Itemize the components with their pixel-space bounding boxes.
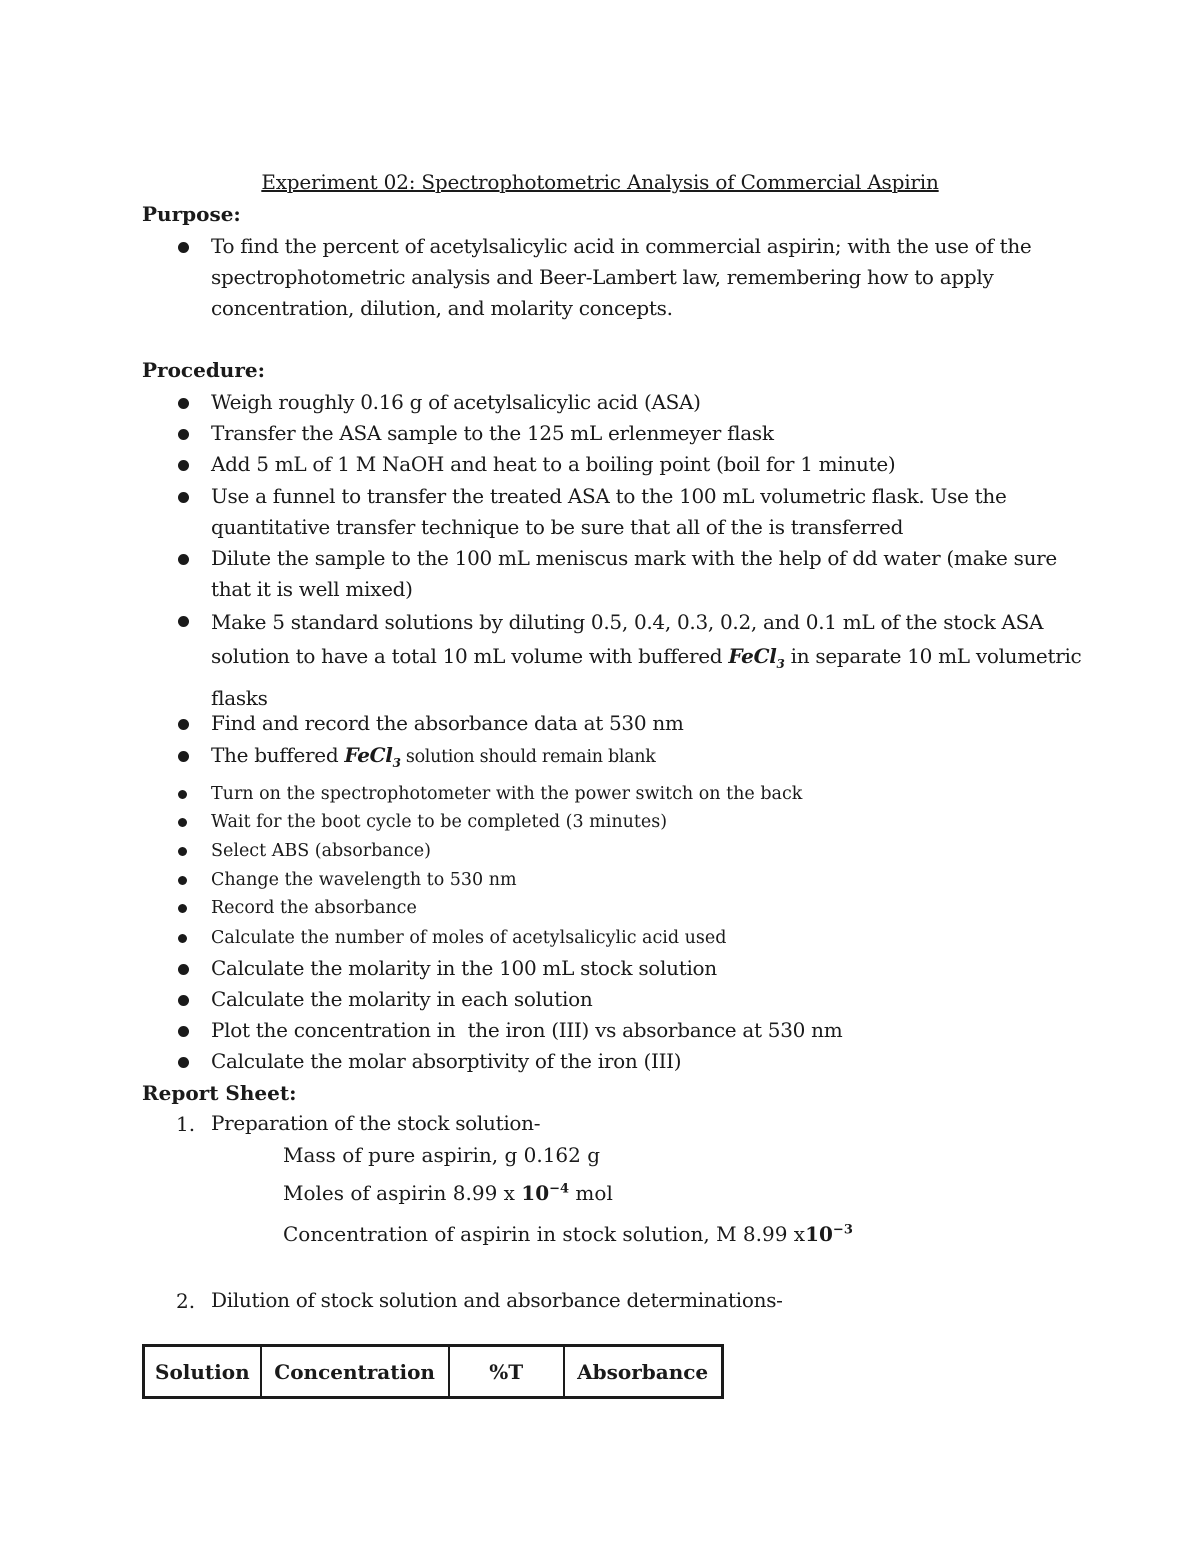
bullet-icon: [178, 790, 187, 799]
bullet-icon: [178, 751, 189, 762]
moles-line: Moles of aspirin 8.99 x $10^{-4}$ mol: [283, 1181, 613, 1205]
bullet-icon: [178, 398, 189, 409]
fecl3-formula: FeCl: [728, 644, 777, 668]
procedure-step-standards: Make 5 standard solutions by diluting 0.5, 0.4, 0.3, 0.2, and 0.1 mL of the stock ASA solution to have a total 10 mL volume with buffered FeCl$_3$ in separate 10 mL volumetric flasks: [211, 610, 1082, 710]
procedure-step: Plot the concentration in the iron (III) vs absorbance at 530 nm: [211, 1018, 843, 1042]
procedure-step-blank: The buffered FeCl$_3$ solution should remain blank: [211, 743, 656, 770]
bullet-icon: [178, 847, 187, 856]
procedure-step: Calculate the molarity in each solution: [211, 987, 593, 1011]
procedure-substep: Record the absorbance: [211, 898, 417, 918]
bullet-icon: [178, 818, 187, 827]
procedure-step: Add 5 mL of 1 M NaOH and heat to a boiling point (boil for 1 minute): [211, 452, 896, 476]
procedure-step: Calculate the molarity in the 100 mL stock solution: [211, 956, 717, 980]
concentration-line: Concentration of aspirin in stock solution, M 8.99 $x10^{-3}$: [283, 1222, 853, 1246]
procedure-heading: Procedure:: [142, 358, 265, 382]
bullet-icon: [178, 554, 189, 565]
procedure-step: Transfer the ASA sample to the 125 mL erlenmeyer flask: [211, 421, 774, 445]
section-number: 2.: [176, 1289, 196, 1313]
procedure-substep: Wait for the boot cycle to be completed (3 minutes): [211, 812, 668, 832]
table-header-cell: %T: [449, 1346, 564, 1398]
bullet-icon: [178, 242, 189, 253]
document-title: Experiment 02: Spectrophotometric Analysis of Commercial Aspirin: [261, 170, 939, 194]
procedure-substep: Change the wavelength to 530 nm: [211, 870, 517, 890]
procedure-step: Dilute the sample to the 100 mL meniscus mark with the help of dd water (make sure that it is well mixed): [211, 546, 1057, 601]
section-label: Dilution of stock solution and absorbance determinations-: [211, 1288, 783, 1312]
bullet-icon: [178, 429, 189, 440]
bullet-icon: [178, 492, 189, 503]
bullet-icon: [178, 719, 189, 730]
bullet-icon: [178, 1057, 189, 1068]
report-sheet-heading: Report Sheet:: [142, 1081, 297, 1105]
absorbance-table: [142, 1344, 724, 1399]
section-label: Preparation of the stock solution-: [211, 1111, 541, 1135]
procedure-step: Weigh roughly 0.16 g of acetylsalicylic acid (ASA): [211, 390, 701, 414]
table-header-cell: Concentration: [261, 1346, 449, 1398]
section-number: 1.: [176, 1112, 196, 1136]
bullet-icon: [178, 995, 189, 1006]
fecl3-formula: FeCl: [344, 743, 393, 767]
bullet-icon: [178, 460, 189, 471]
bullet-icon: [178, 876, 187, 885]
procedure-step: Use a funnel to transfer the treated ASA to the 100 mL volumetric flask. Use the quantitative transfer technique to be sure that all of the is transferred: [211, 484, 1007, 539]
procedure-substep: Calculate the number of moles of acetylsalicylic acid used: [211, 928, 727, 948]
procedure-step: Find and record the absorbance data at 530 nm: [211, 711, 684, 735]
bullet-icon: [178, 1026, 189, 1037]
procedure-step: Calculate the molar absorptivity of the iron (III): [211, 1049, 682, 1073]
procedure-substep: Select ABS (absorbance): [211, 841, 431, 861]
bullet-icon: [178, 934, 187, 943]
table-header-row: [144, 1346, 723, 1398]
bullet-icon: [178, 904, 187, 913]
purpose-item: To find the percent of acetylsalicylic acid in commercial aspirin; with the use of the spectrophotometric analysis and Beer-Lambert law, remembering how to apply concentration, dilution, and molarity concepts.: [211, 234, 1032, 320]
bullet-icon: [178, 964, 189, 975]
table-header-cell: Absorbance: [564, 1346, 723, 1398]
purpose-heading: Purpose:: [142, 202, 241, 226]
procedure-substep: Turn on the spectrophotometer with the power switch on the back: [211, 784, 803, 804]
mass-line: Mass of pure aspirin, g 0.162 g: [283, 1143, 601, 1167]
bullet-icon: [178, 616, 189, 627]
table-header-cell: Solution: [144, 1346, 261, 1398]
